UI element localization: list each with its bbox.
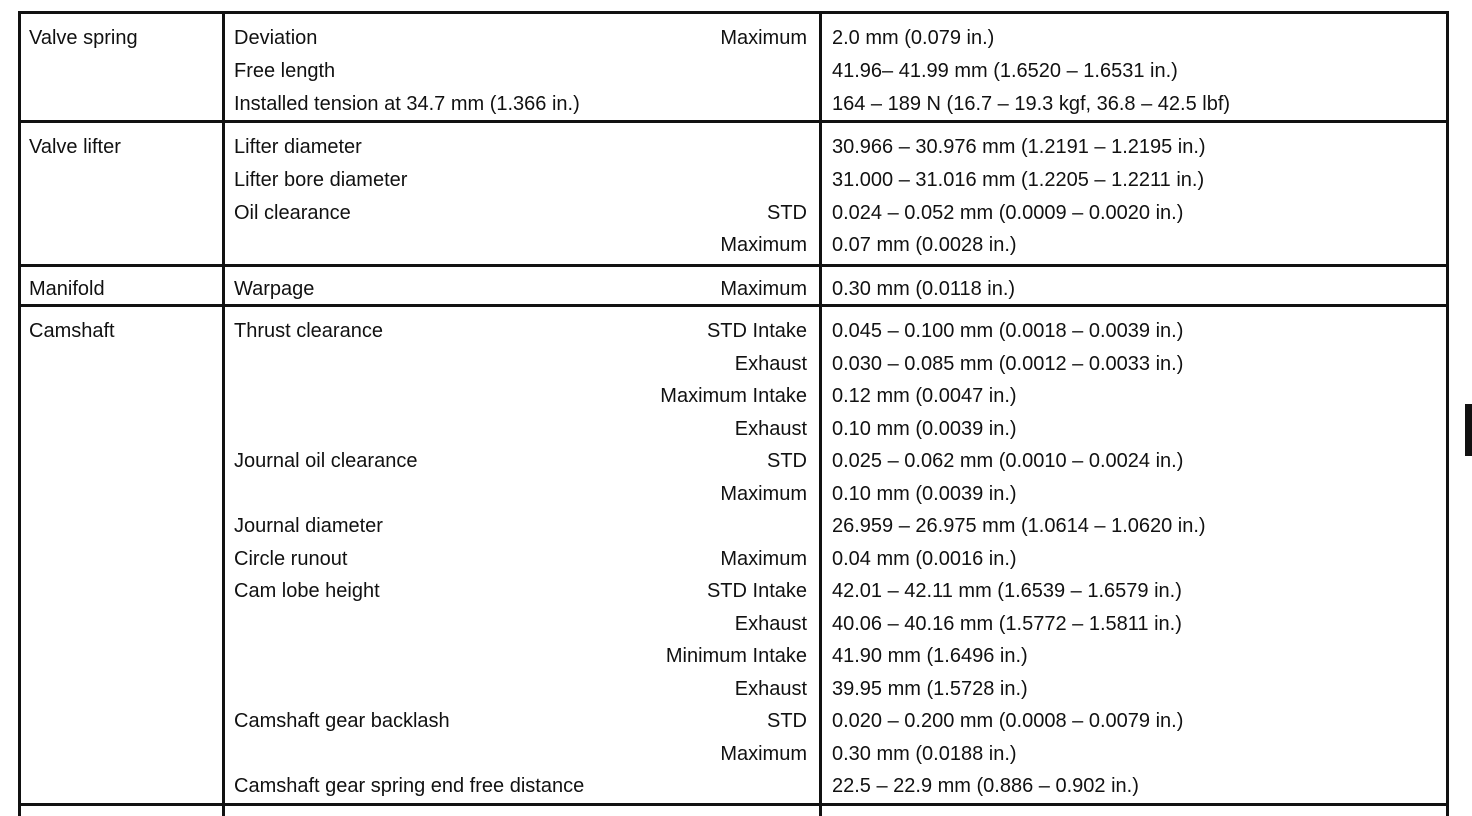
spec-value: 0.04 mm (0.0016 in.) xyxy=(832,547,1017,570)
table-top-border xyxy=(18,11,1449,14)
spec-value: 0.024 – 0.052 mm (0.0009 – 0.0020 in.) xyxy=(832,202,1184,224)
spec-condition: Exhaust xyxy=(734,677,807,700)
spec-item: Camshaft gear backlash xyxy=(234,710,450,732)
spec-value: 0.30 mm (0.0118 in.) xyxy=(832,278,1016,300)
component-label: Manifold xyxy=(29,278,105,300)
spec-row xyxy=(0,315,1472,347)
spec-value: 31.000 – 31.016 mm (1.2205 – 1.2211 in.) xyxy=(832,169,1205,191)
spec-condition: STD Intake xyxy=(706,580,807,602)
spec-condition: Exhaust xyxy=(734,417,807,440)
spec-value: 39.95 mm (1.5728 in.) xyxy=(832,677,1028,700)
spec-item: Camshaft gear spring end free distance xyxy=(234,775,585,797)
spec-condition: Minimum Intake xyxy=(665,645,807,667)
spec-item: Oil clearance xyxy=(234,202,351,224)
spec-value: 0.025 – 0.062 mm (0.0010 – 0.0024 in.) xyxy=(832,450,1184,472)
spec-value: 0.07 mm (0.0028 in.) xyxy=(832,234,1017,256)
spec-value: 0.12 mm (0.0047 in.) xyxy=(832,385,1017,407)
spec-condition: Maximum xyxy=(720,234,807,256)
spec-row xyxy=(0,510,1472,542)
spec-condition: STD xyxy=(767,450,807,472)
component-label: Camshaft xyxy=(29,320,115,342)
spec-item: Cam lobe height xyxy=(234,580,380,602)
spec-item: Journal diameter xyxy=(234,515,383,537)
spec-row xyxy=(0,55,1472,87)
spec-row xyxy=(0,640,1472,672)
spec-row xyxy=(0,608,1472,640)
spec-row xyxy=(0,197,1472,229)
spec-row xyxy=(0,131,1472,163)
spec-item: Journal oil clearance xyxy=(234,450,418,472)
row-divider-valve-lifter xyxy=(18,120,1449,123)
spec-condition: Maximum xyxy=(720,742,807,765)
spec-value: 42.01 – 42.11 mm (1.6539 – 1.6579 in.) xyxy=(832,580,1182,602)
spec-value: 0.10 mm (0.0039 in.) xyxy=(832,417,1017,440)
spec-row xyxy=(0,273,1472,305)
spec-value: 2.0 mm (0.079 in.) xyxy=(832,27,995,49)
spec-condition: Maximum xyxy=(720,27,807,49)
spec-value: 0.030 – 0.085 mm (0.0012 – 0.0033 in.) xyxy=(832,352,1184,375)
spec-value: 164 – 189 N (16.7 – 19.3 kgf, 36.8 – 42.5 lbf) xyxy=(832,93,1231,115)
spec-item: Circle runout xyxy=(234,547,348,570)
row-divider-manifold xyxy=(18,264,1449,267)
spec-row xyxy=(0,673,1472,705)
spec-row xyxy=(0,348,1472,380)
spec-item: Deviation xyxy=(234,27,318,49)
spec-row xyxy=(0,22,1472,54)
spec-item: Lifter bore diameter xyxy=(234,169,408,191)
spec-value: 30.966 – 30.976 mm (1.2191 – 1.2195 in.) xyxy=(832,136,1206,158)
spec-value: 26.959 – 26.975 mm (1.0614 – 1.0620 in.) xyxy=(832,515,1206,537)
spec-value: 0.045 – 0.100 mm (0.0018 – 0.0039 in.) xyxy=(832,320,1184,342)
component-label: Valve spring xyxy=(29,27,138,49)
spec-value: 0.30 mm (0.0188 in.) xyxy=(832,742,1017,765)
spec-item: Free length xyxy=(234,60,336,82)
spec-row xyxy=(0,413,1472,445)
spec-item: Installed tension at 34.7 mm (1.366 in.) xyxy=(234,93,580,115)
spec-row xyxy=(0,445,1472,477)
spec-condition: Maximum xyxy=(720,547,807,570)
spec-row xyxy=(0,229,1472,261)
spec-condition: STD xyxy=(767,710,807,732)
spec-condition: Maximum xyxy=(720,278,807,300)
spec-condition: Exhaust xyxy=(734,612,807,635)
spec-value: 22.5 – 22.9 mm (0.886 – 0.902 in.) xyxy=(832,775,1139,797)
spec-value: 40.06 – 40.16 mm (1.5772 – 1.5811 in.) xyxy=(832,612,1182,635)
spec-row xyxy=(0,770,1472,802)
spec-row xyxy=(0,738,1472,770)
page-edge-tab-marker xyxy=(1465,404,1472,456)
spec-item: Thrust clearance xyxy=(234,320,383,342)
spec-row xyxy=(0,164,1472,196)
spec-row xyxy=(0,543,1472,575)
spec-condition: Exhaust xyxy=(734,352,807,375)
spec-row xyxy=(0,88,1472,120)
spec-row xyxy=(0,380,1472,412)
spec-value: 0.10 mm (0.0039 in.) xyxy=(832,482,1017,505)
component-label: Valve lifter xyxy=(29,136,121,158)
spec-value: 41.96– 41.99 mm (1.6520 – 1.6531 in.) xyxy=(832,60,1178,82)
spec-row xyxy=(0,478,1472,510)
spec-condition: Maximum Intake xyxy=(660,385,807,407)
spec-condition: Maximum xyxy=(720,482,807,505)
spec-value: 41.90 mm (1.6496 in.) xyxy=(832,645,1028,667)
row-divider-bottom xyxy=(18,803,1449,806)
spec-item: Lifter diameter xyxy=(234,136,362,158)
spec-item: Warpage xyxy=(234,278,315,300)
spec-condition: STD Intake xyxy=(706,320,807,342)
spec-value: 0.020 – 0.200 mm (0.0008 – 0.0079 in.) xyxy=(832,710,1184,732)
spec-row xyxy=(0,575,1472,607)
spec-condition: STD xyxy=(767,202,807,224)
spec-row xyxy=(0,705,1472,737)
